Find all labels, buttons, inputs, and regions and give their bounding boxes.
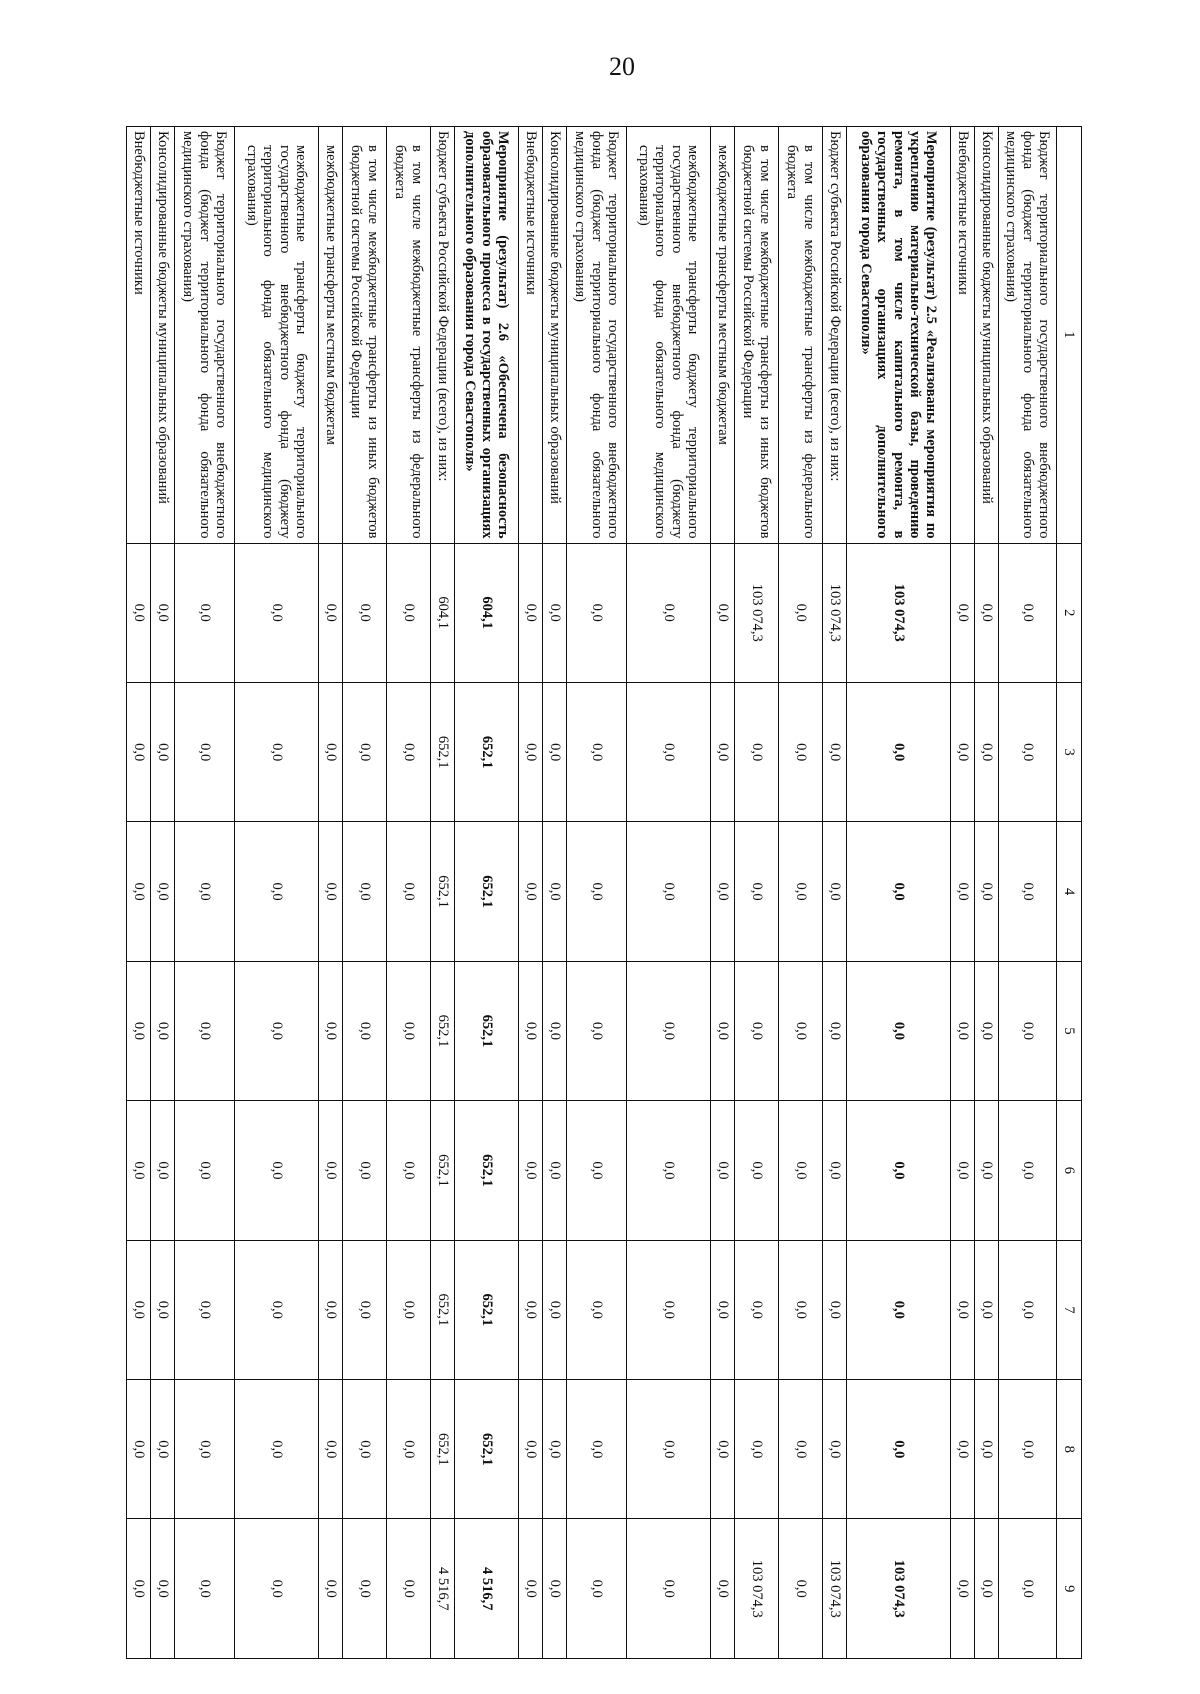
value-cell: 0,0: [975, 1101, 999, 1240]
value-cell: 652,1: [455, 961, 519, 1100]
value-cell: 0,0: [151, 682, 175, 821]
value-cell: 0,0: [175, 961, 235, 1100]
value-cell: 0,0: [711, 822, 735, 961]
value-cell: 0,0: [343, 1101, 387, 1240]
value-cell: 0,0: [999, 1101, 1057, 1240]
table-row: [543, 127, 567, 1659]
value-cell: 0,0: [975, 1380, 999, 1519]
value-cell: 0,0: [319, 1101, 343, 1240]
column-header: 7: [1057, 1240, 1082, 1379]
value-cell: 0,0: [543, 543, 567, 682]
value-cell: 0,0: [319, 1240, 343, 1379]
table-row: [847, 127, 951, 1659]
value-cell: 0,0: [823, 1380, 847, 1519]
value-cell: 0,0: [823, 961, 847, 1100]
row-label: Внебюджетные источники: [127, 127, 151, 544]
value-cell: 0,0: [175, 1240, 235, 1379]
value-cell: 0,0: [779, 961, 823, 1100]
value-cell: 0,0: [711, 1380, 735, 1519]
table-body: [127, 127, 1057, 1659]
value-cell: 0,0: [823, 822, 847, 961]
value-cell: 0,0: [847, 961, 951, 1100]
value-cell: 652,1: [455, 1101, 519, 1240]
column-header: 1: [1057, 127, 1082, 544]
column-header: 6: [1057, 1101, 1082, 1240]
row-label: Мероприятие (результат) 2.6 «Обеспечена безопасность образовательного процесса в государственных организациях дополнительного образования города Севастополя»: [455, 127, 519, 544]
value-cell: 0,0: [175, 1380, 235, 1519]
value-cell: 0,0: [175, 822, 235, 961]
value-cell: 0,0: [627, 1519, 711, 1659]
value-cell: 0,0: [711, 1519, 735, 1659]
row-label: в том числе межбюджетные трансферты из иных бюджетов бюджетной системы Российской Федерации: [735, 127, 779, 544]
value-cell: 0,0: [567, 822, 627, 961]
column-header: 2: [1057, 543, 1082, 682]
value-cell: 652,1: [431, 1101, 455, 1240]
value-cell: 0,0: [627, 682, 711, 821]
value-cell: 0,0: [519, 1240, 543, 1379]
value-cell: 0,0: [387, 543, 431, 682]
value-cell: 0,0: [543, 682, 567, 821]
value-cell: 0,0: [151, 543, 175, 682]
value-cell: 0,0: [127, 1519, 151, 1659]
value-cell: 0,0: [127, 1380, 151, 1519]
value-cell: 0,0: [735, 1240, 779, 1379]
value-cell: 103 074,3: [847, 1519, 951, 1659]
value-cell: 0,0: [343, 1240, 387, 1379]
rotated-table-wrapper: [130, 126, 1082, 1659]
value-cell: 0,0: [627, 1101, 711, 1240]
table-row: [319, 127, 343, 1659]
value-cell: 0,0: [779, 1240, 823, 1379]
value-cell: 0,0: [975, 682, 999, 821]
value-cell: 652,1: [431, 961, 455, 1100]
row-label: Бюджет субъекта Российской Федерации (всего), из них:: [431, 127, 455, 544]
value-cell: 0,0: [779, 822, 823, 961]
value-cell: 0,0: [847, 1101, 951, 1240]
value-cell: 0,0: [543, 1380, 567, 1519]
value-cell: 0,0: [999, 1380, 1057, 1519]
value-cell: 0,0: [175, 682, 235, 821]
row-label: Внебюджетные источники: [519, 127, 543, 544]
table-row: [127, 127, 151, 1659]
table-row: [343, 127, 387, 1659]
value-cell: 0,0: [175, 1101, 235, 1240]
value-cell: 0,0: [567, 682, 627, 821]
value-cell: 0,0: [235, 1240, 319, 1379]
value-cell: 0,0: [387, 682, 431, 821]
value-cell: 0,0: [999, 1240, 1057, 1379]
table-row: [627, 127, 711, 1659]
value-cell: 0,0: [343, 1519, 387, 1659]
value-cell: 0,0: [319, 1380, 343, 1519]
value-cell: 0,0: [951, 682, 975, 821]
value-cell: 0,0: [975, 1519, 999, 1659]
table-row: [387, 127, 431, 1659]
value-cell: 0,0: [519, 682, 543, 821]
value-cell: 0,0: [387, 1519, 431, 1659]
table-row: [711, 127, 735, 1659]
row-label: Консолидированные бюджеты муниципальных образований: [975, 127, 999, 544]
value-cell: 0,0: [779, 682, 823, 821]
value-cell: 0,0: [847, 822, 951, 961]
value-cell: 0,0: [567, 543, 627, 682]
row-label: межбюджетные трансферты бюджету территориального государственного внебюджетного фонда (бюджету территориального фонда обязательного медицинского страхования): [627, 127, 711, 544]
value-cell: 0,0: [567, 1380, 627, 1519]
column-header: 8: [1057, 1380, 1082, 1519]
value-cell: 0,0: [151, 1101, 175, 1240]
value-cell: 0,0: [319, 543, 343, 682]
value-cell: 0,0: [951, 543, 975, 682]
value-cell: 0,0: [235, 822, 319, 961]
value-cell: 0,0: [319, 682, 343, 821]
value-cell: 0,0: [711, 543, 735, 682]
table-row: [519, 127, 543, 1659]
row-label: в том числе межбюджетные трансферты из федерального бюджета: [779, 127, 823, 544]
value-cell: 0,0: [127, 822, 151, 961]
value-cell: 0,0: [627, 1240, 711, 1379]
value-cell: 0,0: [387, 1380, 431, 1519]
row-label: межбюджетные трансферты бюджету территориального государственного внебюджетного фонда (бюджету территориального фонда обязательного медицинского страхования): [235, 127, 319, 544]
value-cell: 103 074,3: [735, 543, 779, 682]
value-cell: 0,0: [847, 1380, 951, 1519]
row-label: Бюджет территориального государственного внебюджетного фонда (бюджет территориального фонда обязательного медицинского страхования): [999, 127, 1057, 544]
value-cell: 0,0: [567, 1519, 627, 1659]
budget-table: [126, 126, 1082, 1659]
row-label: в том числе межбюджетные трансферты из федерального бюджета: [387, 127, 431, 544]
value-cell: 0,0: [735, 1101, 779, 1240]
value-cell: 0,0: [319, 822, 343, 961]
value-cell: 0,0: [175, 543, 235, 682]
value-cell: 0,0: [543, 961, 567, 1100]
value-cell: 0,0: [175, 1519, 235, 1659]
value-cell: 0,0: [711, 961, 735, 1100]
value-cell: 0,0: [567, 961, 627, 1100]
value-cell: 0,0: [127, 543, 151, 682]
value-cell: 0,0: [711, 1240, 735, 1379]
value-cell: 0,0: [319, 1519, 343, 1659]
value-cell: 652,1: [431, 682, 455, 821]
value-cell: 0,0: [235, 961, 319, 1100]
value-cell: 0,0: [975, 1240, 999, 1379]
table-row: [455, 127, 519, 1659]
value-cell: 0,0: [735, 822, 779, 961]
value-cell: 0,0: [127, 961, 151, 1100]
value-cell: 0,0: [999, 543, 1057, 682]
value-cell: 103 074,3: [823, 543, 847, 682]
value-cell: 0,0: [151, 1519, 175, 1659]
value-cell: 0,0: [975, 961, 999, 1100]
column-header: 5: [1057, 961, 1082, 1100]
value-cell: 0,0: [387, 1240, 431, 1379]
value-cell: 0,0: [823, 1101, 847, 1240]
table-row: [175, 127, 235, 1659]
value-cell: 0,0: [999, 822, 1057, 961]
value-cell: 0,0: [235, 682, 319, 821]
value-cell: 0,0: [343, 543, 387, 682]
value-cell: 0,0: [567, 1101, 627, 1240]
value-cell: 652,1: [455, 822, 519, 961]
value-cell: 0,0: [235, 1380, 319, 1519]
value-cell: 0,0: [343, 961, 387, 1100]
column-header: 3: [1057, 682, 1082, 821]
row-label: Консолидированные бюджеты муниципальных образований: [151, 127, 175, 544]
column-header: 4: [1057, 822, 1082, 961]
value-cell: 0,0: [627, 1380, 711, 1519]
value-cell: 0,0: [627, 543, 711, 682]
value-cell: 0,0: [519, 961, 543, 1100]
value-cell: 0,0: [951, 822, 975, 961]
value-cell: 0,0: [127, 1240, 151, 1379]
value-cell: 0,0: [319, 961, 343, 1100]
value-cell: 652,1: [455, 1240, 519, 1379]
value-cell: 0,0: [343, 682, 387, 821]
value-cell: 0,0: [343, 822, 387, 961]
value-cell: 652,1: [455, 682, 519, 821]
value-cell: 0,0: [127, 1101, 151, 1240]
value-cell: 0,0: [627, 822, 711, 961]
value-cell: 0,0: [519, 1101, 543, 1240]
value-cell: 0,0: [387, 961, 431, 1100]
value-cell: 0,0: [387, 822, 431, 961]
value-cell: 0,0: [543, 1101, 567, 1240]
value-cell: 0,0: [711, 1101, 735, 1240]
table-row: [999, 127, 1057, 1659]
value-cell: 0,0: [519, 1519, 543, 1659]
value-cell: 0,0: [543, 1519, 567, 1659]
row-label: Бюджет территориального государственного внебюджетного фонда (бюджет территориального фонда обязательного медицинского страхования): [567, 127, 627, 544]
value-cell: 0,0: [999, 1519, 1057, 1659]
value-cell: 0,0: [847, 682, 951, 821]
value-cell: 0,0: [999, 961, 1057, 1100]
value-cell: 0,0: [151, 1380, 175, 1519]
value-cell: 0,0: [735, 682, 779, 821]
value-cell: 0,0: [951, 1380, 975, 1519]
value-cell: 0,0: [343, 1380, 387, 1519]
value-cell: 4 516,7: [455, 1519, 519, 1659]
value-cell: 0,0: [151, 1240, 175, 1379]
value-cell: 652,1: [431, 1380, 455, 1519]
value-cell: 0,0: [975, 543, 999, 682]
value-cell: 0,0: [235, 1519, 319, 1659]
value-cell: 0,0: [735, 961, 779, 1100]
value-cell: 652,1: [431, 1240, 455, 1379]
column-number-row: [1057, 127, 1082, 1659]
row-label: Мероприятие (результат) 2.5 «Реализованы мероприятия по укреплению материально-технической базы, проведению ремонта, в том числе капитального ремонта, в государственных организациях дополнительного образования города Севастополя»: [847, 127, 951, 544]
value-cell: 0,0: [151, 822, 175, 961]
value-cell: 0,0: [151, 961, 175, 1100]
value-cell: 604,1: [455, 543, 519, 682]
row-label: Бюджет территориального государственного внебюджетного фонда (бюджет территориального фонда обязательного медицинского страхования): [175, 127, 235, 544]
value-cell: 0,0: [847, 1240, 951, 1379]
table-row: [235, 127, 319, 1659]
table-row: [567, 127, 627, 1659]
value-cell: 0,0: [627, 961, 711, 1100]
budget-table-frame: [130, 126, 1082, 1659]
value-cell: 0,0: [823, 1240, 847, 1379]
row-label: в том числе межбюджетные трансферты из иных бюджетов бюджетной системы Российской Федерации: [343, 127, 387, 544]
value-cell: 0,0: [735, 1380, 779, 1519]
value-cell: 0,0: [127, 682, 151, 821]
value-cell: 0,0: [543, 822, 567, 961]
value-cell: 0,0: [519, 543, 543, 682]
value-cell: 652,1: [455, 1380, 519, 1519]
table-row: [975, 127, 999, 1659]
row-label: межбюджетные трансферты местным бюджетам: [319, 127, 343, 544]
row-label: Бюджет субъекта Российской Федерации (всего), из них:: [823, 127, 847, 544]
value-cell: 0,0: [235, 1101, 319, 1240]
value-cell: 103 074,3: [735, 1519, 779, 1659]
value-cell: 0,0: [779, 1101, 823, 1240]
value-cell: 0,0: [951, 1240, 975, 1379]
value-cell: 0,0: [779, 1380, 823, 1519]
column-header: 9: [1057, 1519, 1082, 1659]
value-cell: 0,0: [543, 1240, 567, 1379]
table-row: [823, 127, 847, 1659]
value-cell: 0,0: [951, 1519, 975, 1659]
row-label: Консолидированные бюджеты муниципальных образований: [543, 127, 567, 544]
value-cell: 0,0: [975, 822, 999, 961]
value-cell: 0,0: [779, 543, 823, 682]
table-row: [431, 127, 455, 1659]
value-cell: 0,0: [999, 682, 1057, 821]
table-row: [951, 127, 975, 1659]
table-row: [779, 127, 823, 1659]
value-cell: 652,1: [431, 822, 455, 961]
value-cell: 103 074,3: [823, 1519, 847, 1659]
value-cell: 0,0: [951, 1101, 975, 1240]
value-cell: 0,0: [387, 1101, 431, 1240]
value-cell: 0,0: [519, 1380, 543, 1519]
value-cell: 0,0: [711, 682, 735, 821]
page-number: 20: [609, 52, 635, 81]
table-row: [735, 127, 779, 1659]
value-cell: 0,0: [519, 822, 543, 961]
value-cell: 0,0: [779, 1519, 823, 1659]
value-cell: 0,0: [235, 543, 319, 682]
value-cell: 103 074,3: [847, 543, 951, 682]
row-label: Внебюджетные источники: [951, 127, 975, 544]
value-cell: 0,0: [823, 682, 847, 821]
value-cell: 0,0: [567, 1240, 627, 1379]
value-cell: 4 516,7: [431, 1519, 455, 1659]
value-cell: 0,0: [951, 961, 975, 1100]
row-label: межбюджетные трансферты местным бюджетам: [711, 127, 735, 544]
value-cell: 604,1: [431, 543, 455, 682]
table-row: [151, 127, 175, 1659]
